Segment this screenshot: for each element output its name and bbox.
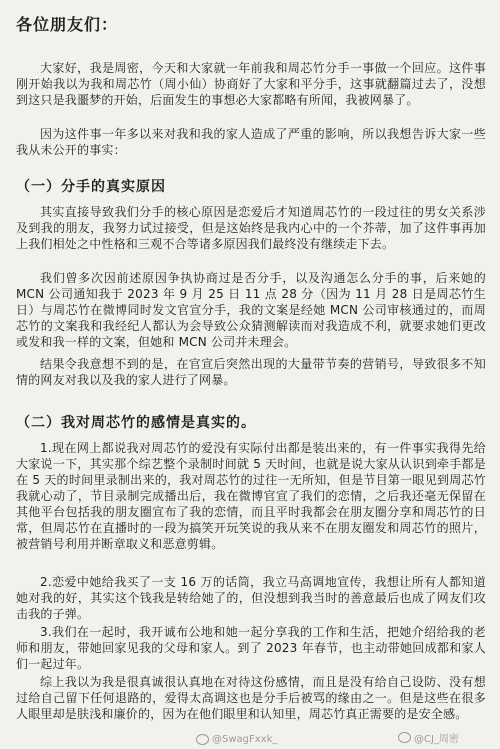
section-2-paragraph-3: 3.我们在一起时，我开诚布公地和她一起分享我的工作和生活，把她介绍给我的老师和朋友，带她回家见我的父母和家人。到了 2023 年春节，也主动带她回成都和家人们一起过年。 — [16, 625, 486, 671]
section-1-paragraph-1: 其实直接导致我们分手的核心原因是恋爱后才知道周芯竹的一段过往的男女关系涉及到我的朋友，我努力试过接受，但是这始终是我内心中的一个芥蒂，加了这件事再加上我们相处之中性格和三观不合等诸多原因我们最终没有继续走下去。 — [16, 205, 486, 251]
section-2-paragraph-2: 2.恋爱中她给我买了一支 16 万的话筒，我立马高调地宣传，我想让所有人都知道她对我的好，其实这个钱我是转给她了的，但没想到我当时的善意最后也成了网友们攻击我的子弹。 — [16, 575, 486, 621]
intro-paragraph-2: 因为这件事一年多以来对我和我的家人造成了严重的影响，所以我想告诉大家一些我从未公开的事实： — [16, 127, 486, 157]
watermark-right — [398, 730, 459, 745]
watermark-left-text: @SwagFxxk_ — [212, 734, 278, 745]
greeting-title: 各位朋友们： — [16, 15, 119, 34]
section-2-heading: （二）我对周芯竹的感情是真实的。 — [16, 415, 256, 431]
section-1-paragraph-3: 结果令我意想不到的是，在官宣后突然出现的大量带节奏的营销号，导致很多不知情的网友对我以及我的家人进行了网暴。 — [16, 357, 486, 387]
weibo-icon — [196, 734, 209, 745]
intro-paragraph-1: 大家好，我是周密，今天和大家就一年前我和周芯竹分手一事做一个回应。这件事刚开始我以为我和周芯竹（周小仙）协商好了大家和平分手，这事就翻篇过去了，没想到这只是我噩梦的开始，后面发生的事想必大家都略有所闻，我被网暴了。 — [16, 61, 486, 107]
section-2-paragraph-1: 1.现在网上都说我对周芯竹的爱没有实际付出都是装出来的，有一件事实我得先给大家说一下，其实那个综艺整个录制时间就 5 天时间，也就是说大家从认识到牵手都是在 5 天的时间里录制出来的，我对周芯竹的过往一无所知，但是节目第一眼见到周芯竹我就心动了，节目录制完成播出后，我在微博官宣了我们的恋情，之后我还毫无保留在其他平台包括我的朋友圈宣布了我的恋情，而且平时我都会在朋友圈分享和周芯竹的日常，但周芯竹在直播时的一段为搞笑开玩笑说的我从来不在朋友圈发和周芯竹的照片，被营销号利用并断章取义和恶意剪辑。 — [16, 441, 486, 551]
watermark-left — [196, 734, 277, 745]
section-1-paragraph-2: 我们曾多次因前述原因争执协商过是否分手，以及沟通怎么分手的事，后来她的 MCN 公司通知我于 2023 年 9 月 25 日 11 点 28 分（因为 11 月 28 日是周芯竹生日）与周芯竹在微博同时发文官宣分手，我的文案是经她 MCN 公司审核通过的，而周芯竹的文案我和我经纪人都认为会导致公众猜测解读而对我造成不利，就要求她们更改或发和我一样的文案，但她和 MCN 公司并未理会。 — [16, 271, 486, 349]
weibo-icon — [398, 732, 411, 743]
section-2-paragraph-4: 综上我以为我是很真诚很认真地在对待这份感情，而且是没有给自己设防、没有想过给自己留下任何退路的，爱得太高调这也是分手后被骂的缘由之一。但是这些在很多人眼里却是肤浅和廉价的，因为在他们眼里和认知里，周芯竹真正需要的是安全感。 — [16, 675, 486, 721]
watermark-right-text: @CJ_周密 — [414, 734, 459, 745]
section-1-heading: （一）分手的真实原因 — [16, 179, 166, 195]
